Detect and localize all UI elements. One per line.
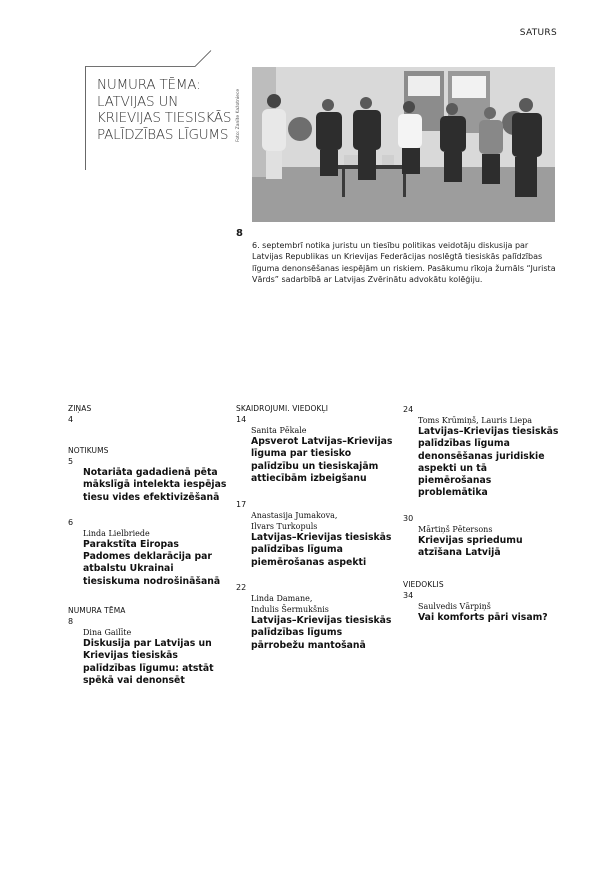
page-number: 4 <box>68 415 74 424</box>
page-number: 30 <box>403 513 414 523</box>
page-number: 24 <box>403 405 414 414</box>
toc-column-3 <box>403 404 563 625</box>
feature-page-number: 8 <box>236 228 243 239</box>
article-title[interactable]: Latvijas–Krievijas tiesiskās palīdzības līguma denonsēšanas juridiskie aspekti un tā piemērošanas problemātika <box>418 426 559 499</box>
article-title[interactable]: Notariāta gadadienā pēta mākslīgā intelekta iespējas tiesu vides efektivizēšanā <box>83 467 227 503</box>
article-author: Indulis Šermukšnis <box>251 605 329 615</box>
article-author: Linda Lielbriede <box>83 528 150 538</box>
toc-column-1 <box>68 404 228 687</box>
page-number: 17 <box>236 500 247 510</box>
panel-discussion-photo <box>252 67 555 222</box>
page-label: SATURS <box>519 28 557 38</box>
article-author: Anastasija Jumakova, <box>251 511 338 521</box>
page-number: 5 <box>68 457 74 466</box>
article-title[interactable]: Latvijas–Krievijas tiesiskās palīdzības līguma piemērošanas aspekti <box>251 532 392 568</box>
section-heading: ZIŅAS <box>68 404 92 413</box>
article-title[interactable]: Diskusija par Latvijas un Krievijas tiesiskās palīdzības līgumu: atstāt spēkā vai denonsēt <box>83 638 214 686</box>
feature-description: 6. septembrī notika juristu un tiesību politikas veidotāju diskusija par Latvijas Republikas un Krievijas Federācijas noslēgtā tiesiskās palīdzības līguma denonsēšanas iespējām un riskiem. Pasākumu rīkoja žurnāls “Jurista Vārds” sadarbībā ar Latvijas Zvērinātu advokātu kolēģiju. <box>252 241 556 284</box>
article-title[interactable]: Vai komforts pāri visam? <box>418 612 548 624</box>
page-number: 22 <box>236 583 247 593</box>
section-heading: NOTIKUMS <box>68 446 109 455</box>
article-author: Toms Krūmiņš, Lauris Liepa <box>418 416 532 425</box>
page-number: 14 <box>236 415 247 424</box>
page-number: 34 <box>403 591 414 601</box>
article-title[interactable]: Apsverot Latvijas–Krievijas līguma par tiesisko palīdzību un tiesiskajām attiecībām izbeigšanu <box>251 436 393 484</box>
photo-illustration <box>252 67 555 222</box>
article-title[interactable]: Krievijas spriedumu atzīšana Latvijā <box>418 534 523 559</box>
toc-column-2 <box>236 404 396 652</box>
section-heading: VIEDOKLIS <box>403 580 444 590</box>
section-heading: SKAIDROJUMI. VIEDOKĻI <box>236 404 329 413</box>
page-number: 6 <box>68 517 74 527</box>
photo-credit: Foto: Zanīte Kažotniece <box>236 88 241 142</box>
article-title[interactable]: Parakstīta Eiropas Padomes deklarācija par atbalstu Ukrainai tiesiskuma nodrošināšanā <box>83 538 221 587</box>
issue-theme-title: NUMURA TĒMA: LATVIJAS UN KRIEVIJAS TIESISKĀS PALĪDZĪBAS LĪGUMS <box>97 77 232 143</box>
article-author: Dina Gailīte <box>83 628 132 638</box>
section-heading: NUMURA TĒMA <box>68 606 126 616</box>
article-author: Ilvars Turkopuls <box>251 522 318 532</box>
article-author: Linda Damane, <box>251 594 313 604</box>
issue-theme-box <box>85 50 232 170</box>
article-title[interactable]: Latvijas–Krievijas tiesiskās palīdzības līgums pārrobežu mantošanā <box>251 615 392 651</box>
article-author: Mārtiņš Pētersons <box>418 524 493 534</box>
article-author: Saulvedis Vārpiņš <box>418 602 491 612</box>
page-number: 8 <box>68 617 74 627</box>
article-author: Sanita Pēkale <box>251 426 307 435</box>
